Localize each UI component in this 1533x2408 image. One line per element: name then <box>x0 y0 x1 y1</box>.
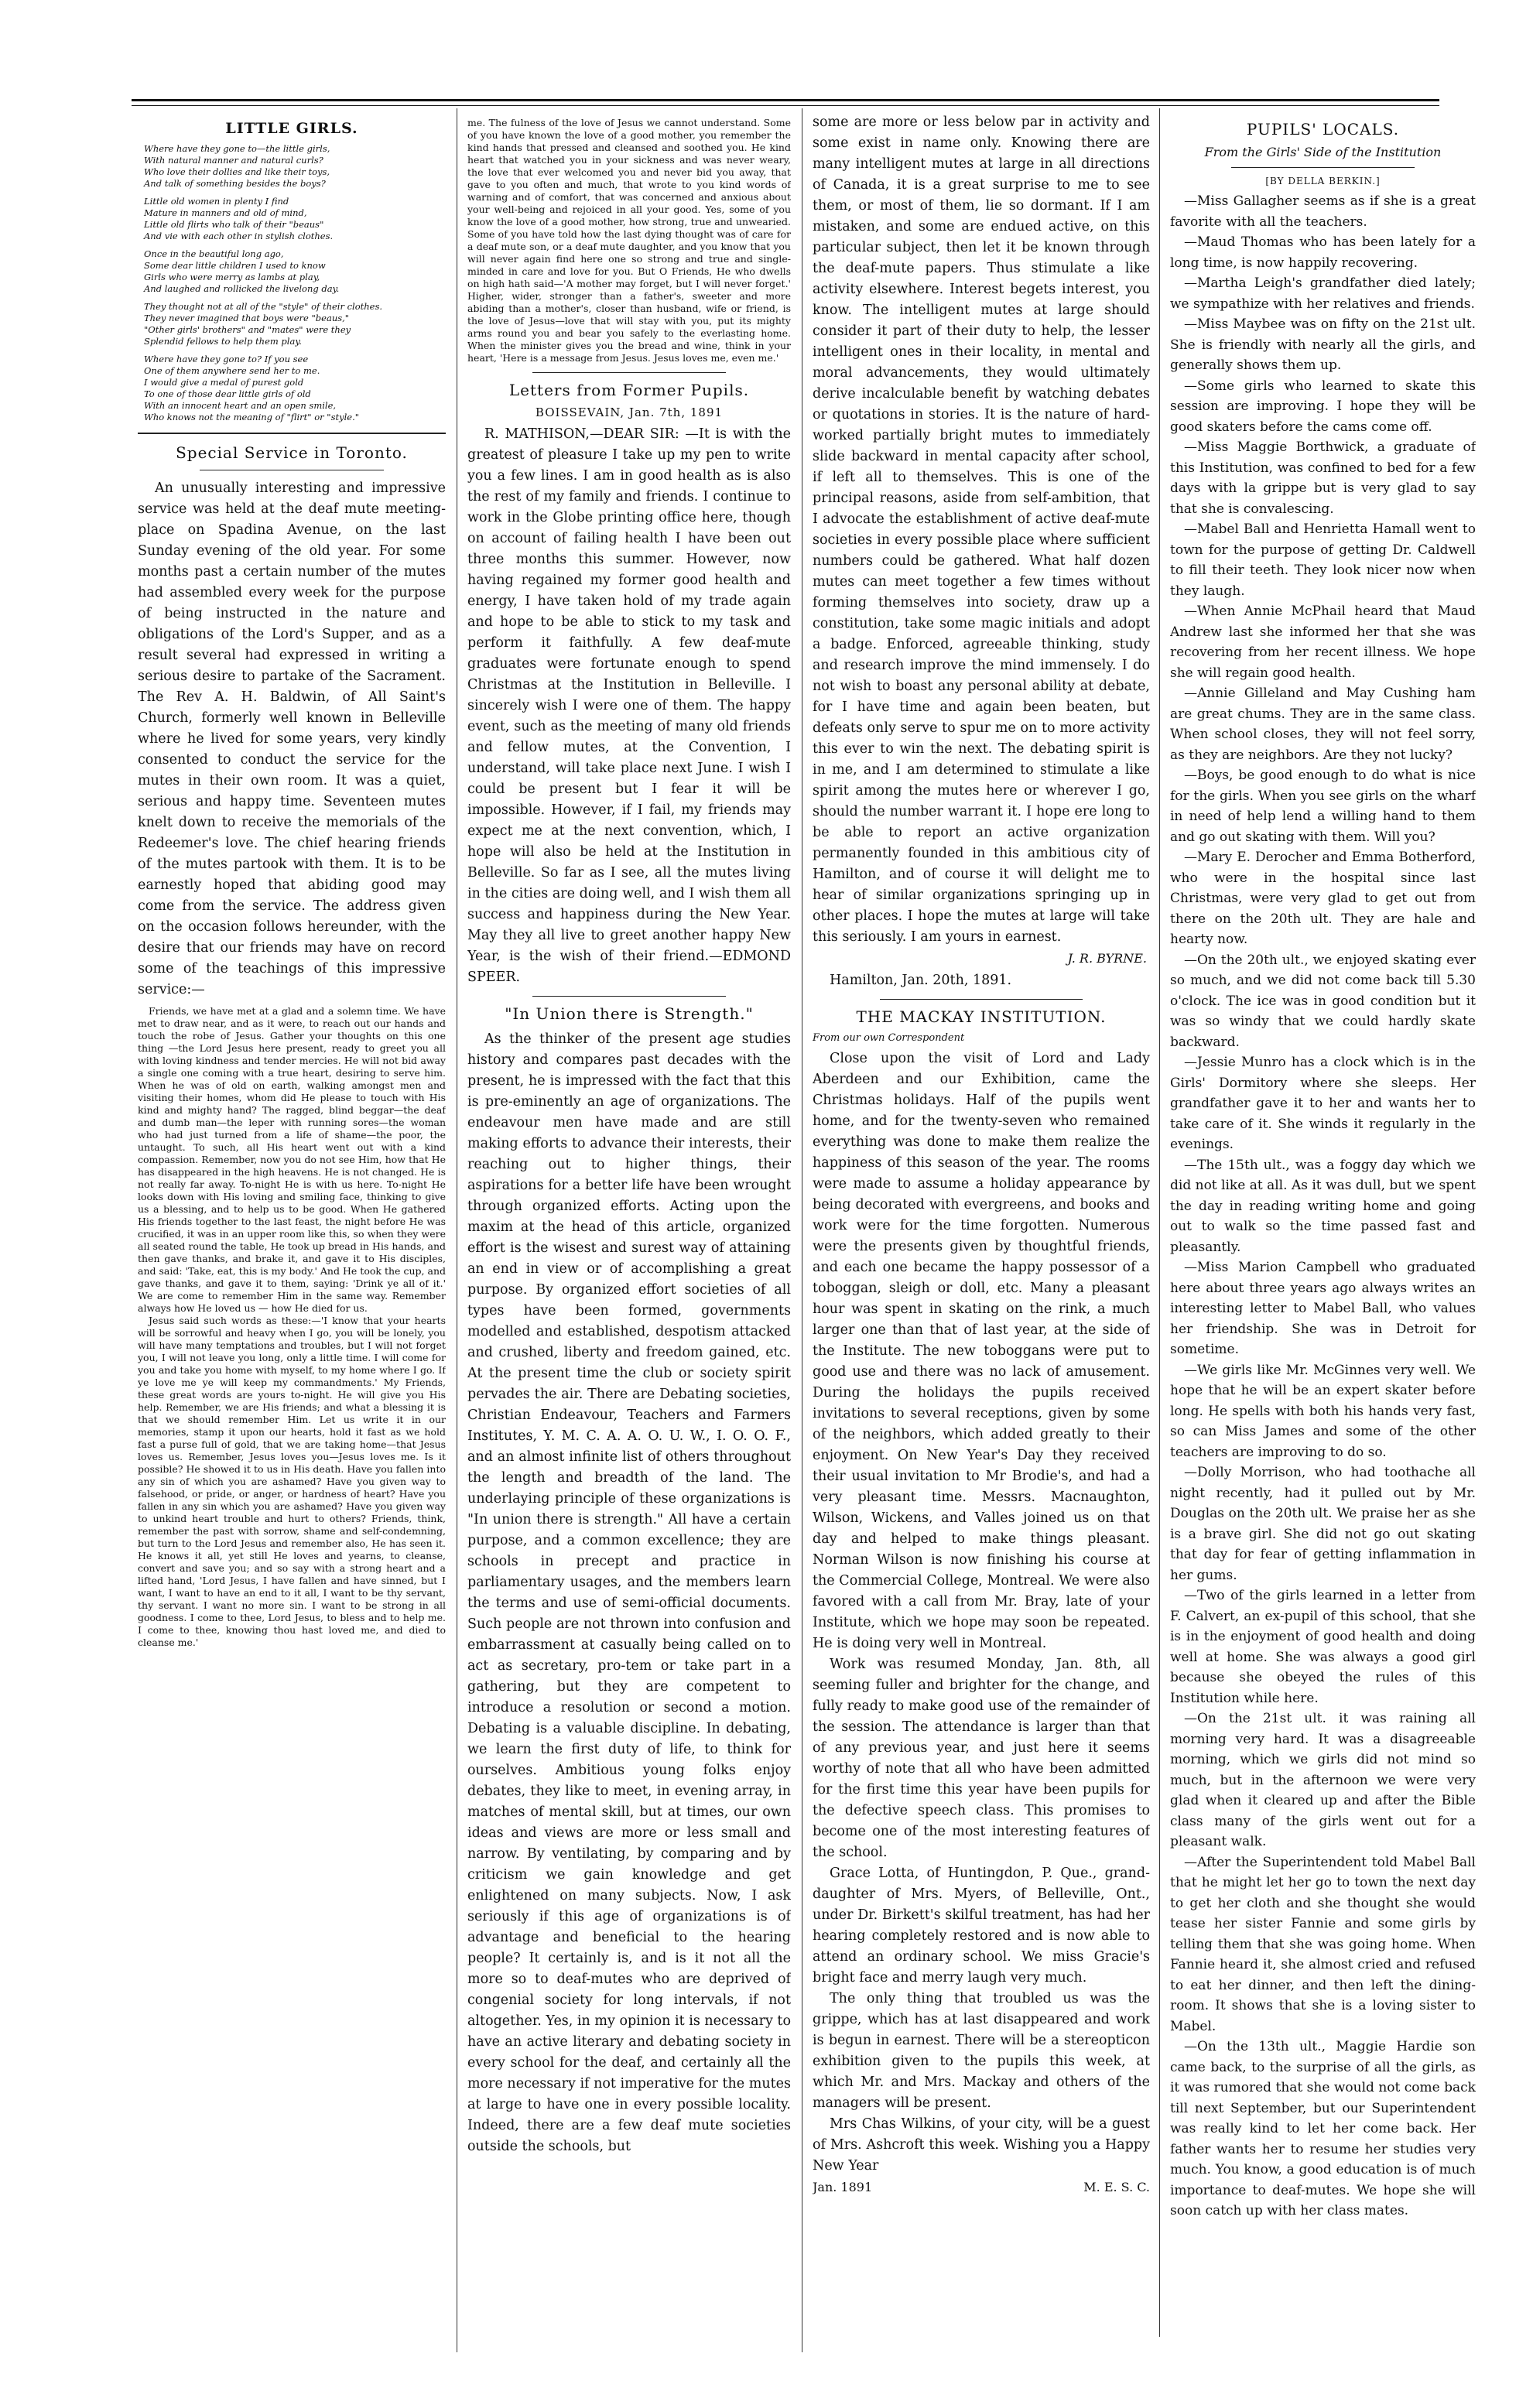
poem-stanza: Where have they gone to? If you see One of them anywhere send her to me. I would give a medal of purest gold To one of those dear little girls of old With an innocent heart and an open smile, Who knows not the meaning of "flirt" or "style." <box>144 354 360 422</box>
local-item: —Martha Leigh's grandfather died lately; we sympathize with her relatives and friends. <box>1170 275 1476 312</box>
title-rule <box>1231 167 1415 168</box>
poem-stanza: They thought not at all of the "style" of their clothes. They never imagined that boys were "beaus," "Other girls' brothers" and "mates" were they Splendid fellows to help them play. <box>144 301 383 347</box>
local-item: —Mabel Ball and Henrietta Hamall went to town for the purpose of getting Dr. Caldwell to fill their teeth. They look nicer now when they laugh. <box>1170 522 1476 599</box>
local-item: —Mary E. Derocher and Emma Botherford, who were in the hospital since last Christmas, were very glad to get out from there on the 20th ult. They are hale and hearty now. <box>1170 850 1476 947</box>
local-item: —Dolly Morrison, who had toothache all night recently, had it pulled out by Mr. Douglas on the 20th ult. We praise her as she is a brave girl. She did not go out skating that day for fear of getting inflammation in her gums. <box>1170 1465 1476 1583</box>
mackay-body <box>813 1048 1150 2177</box>
locals-list <box>1170 191 1476 2222</box>
local-item: —Maud Thomas who has been lately for a long time, is now happily recovering. <box>1170 234 1476 271</box>
column-3 <box>813 112 1150 2348</box>
section-rule <box>138 433 446 434</box>
mackay-title: THE MACKAY INSTITUTION. <box>856 1007 1107 1026</box>
letters-title: Letters from Former Pupils. <box>508 381 750 399</box>
union-paragraph: some are more or less below par in activity and some exist in name only. Knowing there are many intelligent mutes at large in all directions of Canada, it is a great surprise to me to see them, or most of them, lie so dormant. If I am mistaken, and some are endued active, on this particular subject, then let it be known through the deaf-mute papers. Thus stimulate a like activity elsewhere. Interest begets interest, you know. The intelligent mutes at large should consider it part of their duty to help, the lesser intelligent ones in their locality, in mental and moral advancements, they would ultimately derive incalculable benefit by watching debates or quotations in stories. It is the nature of hard-worked partially bright mutes to immediately slide backward in mental capacity after school, if left all to themselves. This is one of the principal reasons, aside from self-ambition, that I advocate the establishment of active deaf-mute societies in every possible place where sufficient numbers could be gathered. What half dozen mutes can meet together a few times without forming themselves into society, draw up a constitution, take some magic initials and adopt a badge. Enforced, agreeable thinking, study and research improve the mind immensely. I do not wish to boast any personal ability at debate, for I have time and again been beaten, but defeats only serve to spur me on to more activity this ever to win the next. The debating spirit is in me, and I am determined to stimulate a like spirit among the mutes here or wherever I go, should the number warrant it. I hope ere long to be able to report an active organization permanently founded in this ambitious city of Hamilton, and of course it will delight me to hear of similar organizations springing up in other places. I hope the mutes at large will take this seriously. I am yours in earnest. <box>813 115 1150 945</box>
letters-dateline: BOISSEVAIN, Jan. 7th, 1891 <box>535 405 724 419</box>
union-body <box>467 1029 791 2157</box>
local-item: —Two of the girls learned in a letter from F. Calvert, an ex-pupil of this school, that she is in the enjoyment of good health and doing well at home. She was always a good girl because she obeyed the rules of this Institution while here. <box>1170 1588 1476 1706</box>
local-item: —When Annie McPhail heard that Maud Andrew last she informed her that she was recovering from her recent illness. We hope she will regain good health. <box>1170 604 1476 681</box>
local-item: —We girls like Mr. McGinnes very well. We hope that he will be an expert skater before long. He spells with both his hands very fast, so can Miss James and some of the other teachers are improving to do so. <box>1170 1362 1476 1460</box>
local-item: —After the Superintendent told Mabel Ball that he might let her go to town the next day to get her cloth and she thought she would tease her sister Fannie and some girls by telling them that she was going home. When Fannie heard it, she almost cried and refused to eat her dinner, and then left the dining-room. It shows that she is a loving sister to Mabel. <box>1170 1854 1476 2034</box>
mackay-subtitle: From our own Correspondent <box>813 1032 965 1044</box>
byrne-date: Hamilton, Jan. 20th, 1891. <box>830 973 1012 988</box>
mackay-signature: M. E. S. C. <box>1083 2180 1150 2194</box>
local-item: —Miss Maybee was on fifty on the 21st ult. She is friendly with nearly all the girls, and generally shows them up. <box>1170 316 1476 373</box>
local-item: —Miss Gallagher seems as if she is a great favorite with all the teachers. <box>1170 193 1476 230</box>
column-4 <box>1170 112 1476 2302</box>
column-1 <box>138 112 446 2379</box>
local-item: —Miss Marion Campbell who graduated here about three years ago always writes an interesting letter to Mabel Ball, who values her friendship. She was in Detroit for sometime. <box>1170 1260 1476 1357</box>
local-item: —On the 21st ult. it was raining all morning very hard. It was a disagreeable morning, which we girls did not mind so much, but in the afternoon we were very glad when it cleared up and after the Bible class many of the girls went out for a pleasant walk. <box>1170 1711 1476 1849</box>
union-paragraph: As the thinker of the present age studies history and compares past decades with the present, he is impressed with the fact that this is pre-eminently an age of organizations. The endeavour men have made and are still making efforts to advance their interests, their reaching out to higher things, their aspirations for a better life have been wrought through organized efforts. Acting upon the maxim at the head of this article, organized effort is the wisest and surest way of attaining an end in view or of accomplishing a great purpose. By organized effort societies of all types have been formed, governments modelled and established, despotism attacked and crushed, liberty and freedom gained, etc. At the present time the club or society spirit pervades the air. There are Debating societies, Christian Endeavour, Teachers and Farmers Institutes, Y. M. C. A. A. O. U. W., I. O. O. F., and an almost infinite list of others throughout the length and breadth of the land. The underlaying principle of these organizations is "In union there is strength." All have a certain purpose, and a common excellence; they are schools in precept and practice in parliamentary usages, and the members learn the terms and use of semi-official documents. Such people are not thrown into confusion and embarrassment at casually being called on to act as secretary, pro-tem or take part in a gathering, but they are competent to introduce a resolution or second a motion. Debating is a valuable discipline. In debating, we learn the first duty of life, to think for ourselves. Ambitious young folks enjoy debates, they like to meet, in evening array, in matches of mental skill, but at times, our own ideas and views are more or less small and narrow. By ventilating, by comparing and by criticism we gain knowledge and get enlightened on many subjects. Now, I ask seriously if this age of organizations is of advantage and beneficial to the hearing people? It certainly is, and is it not all the more so to deaf-mutes who are deprived of congenial society for long intervals, if not altogether. Yes, in my opinion it is necessary to have an active literary and debating society in every school for the deaf, and certainly all the more necessary if not imperative for the mutes at large to have one in every possible locality. Indeed, there are a few deaf mute societies outside the schools, but <box>467 1031 791 2154</box>
column-2 <box>467 112 791 2372</box>
local-item: —Jessie Munro has a clock which is in the Girls' Dormitory where she sleeps. Her grandfather gave it to her and wants her to take care of it. She winds it regularly in the evenings. <box>1170 1055 1476 1152</box>
mackay-paragraph: Work was resumed Monday, Jan. 8th, all seeming fuller and brighter for the change, and fully ready to make good use of the remainder of the session. The attendance is larger than that of any previous year, and just here it seems worthy of note that all who have been admitted for the first time this year have been pupils for the defective speech class. This promises to become one of the most interesting features of the school. <box>813 1657 1150 1860</box>
union-continued <box>813 112 1150 948</box>
mackay-paragraph: Grace Lotta, of Huntingdon, P. Que., grand-daughter of Mrs. Myers, of Belleville, Ont., under Dr. Birkett's skilful treatment, has had her hearing completely restored and is now able to attend an ordinary school. We miss Gracie's bright face and merry laugh very much. <box>813 1866 1150 1986</box>
union-title: "In Union there is Strength." <box>505 1004 754 1023</box>
poem-stanza: Once in the beautiful long ago, Some dear little children I used to know Girls who were merry as lambs at play, And laughed and rollicked the livelong day. <box>144 248 340 294</box>
masthead-rule <box>132 99 1439 101</box>
column-divider <box>1159 108 1160 2337</box>
mackay-footer <box>813 2180 1150 2194</box>
section-rule <box>880 999 1083 1000</box>
letter-paragraph: R. MATHISON,—DEAR SIR: —It is with the greatest of pleasure I take up my pen to write you a few lines. I am in good health as is also the rest of my family and friends. I continue to work in the Globe printing office here, though on account of failing health I have been out three months this summer. However, now having regained my former good health and energy, I have taken hold of my trade again and hope to be able to stick to my task and perform it faithfully. A few deaf-mute graduates were fortunate enough to spend Christmas at the Institution in Belleville. I sincerely wish I were one of them. The happy event, such as the meeting of many old friends and fellow mutes, at the Convention, I understand, will take place next June. I wish I could be present but I fear it will be impossible. However, if I fail, my friends may expect me at the next convention, which, I hope will also be held at the Institution in Belleville. So far as I see, all the mutes living in the cities are doing well, and I wish them all success and happiness during the New Year. May they all live to greet another happy New Year, is the wish of their friend.—EDMOND SPEER. <box>467 426 791 985</box>
local-item: —Miss Maggie Borthwick, a graduate of this Institution, was confined to bed for a few days with la grippe but is very glad to say that she is convalescing. <box>1170 440 1476 517</box>
mackay-date: Jan. 1891 <box>813 2180 873 2194</box>
local-item: —Some girls who learned to skate this session are improving. I hope they will be good skaters before the cams come off. <box>1170 378 1476 435</box>
poem-stanza: Little old women in plenty I find Mature in manners and old of mind, Little old flirts who talk of their "beaus" And vie with each other in stylish clothes. <box>144 196 334 241</box>
mackay-paragraph: Mrs Chas Wilkins, of your city, will be a guest of Mrs. Ashcroft this week. Wishing you a Happy New Year <box>813 2116 1150 2174</box>
locals-byline: [BY DELLA BERKIN.] <box>1265 176 1381 186</box>
byrne-date-wrap <box>813 970 1150 991</box>
sermon-text <box>138 1005 446 1649</box>
section-rule <box>532 996 727 997</box>
section-rule <box>532 372 727 373</box>
sermon-paragraph: me. The fulness of the love of Jesus we cannot understand. Some of you have known the love of a good mother, you remember the kind hands that pressed and cleansed and soothed you. He kind heart that watched you in your sickness and was never weary, the love that ever welcomed you and never bid you away, that gave to you often and much, that wrote to you kind words of warning and of comfort, that was concerned and anxious about your well-being and rejoiced in all your good. Yes, some of you know the love of a good mother, how strong, true and unwearied. Some of you have told how the last dying thought was of care for a deaf mute son, or a deaf mute daughter, and you know that you will never again find here one so strong and true and single-minded in care and love for you. But O Friends, He who dwells on high hath said—'A mother may forget, but I will never forget.' Higher, wider, stronger than a father's, sweeter and more abiding than a mother's, closer than husband, wife or friend, is the love of Jesus—love that will stay with you, put its mighty arms round you and bear you safely to the everlasting home. When the minister gives you the bread and wine, think in your heart, 'Here is a message from Jesus. Jesus loves me, even me.' <box>467 117 791 364</box>
locals-subtitle: From the Girls' Side of the Institution <box>1204 145 1442 159</box>
article-title: Special Service in Toronto. <box>176 443 408 462</box>
local-item: —Boys, be good enough to do what is nice for the girls. When you see girls on the wharf in need of help lend a willing hand to them and go out skating with them. Will you? <box>1170 768 1476 845</box>
local-item: —On the 20th ult., we enjoyed skating ever so much, and we did not come back till 5.30 o'clock. The ice was in good condition but it was so windy that we could hardly skate backward. <box>1170 952 1476 1050</box>
poem-stanza: Where have they gone to—the little girls, With natural manner and natural curls? Who love their dollies and like their toys, And talk of something besides the boys? <box>144 143 330 189</box>
sermon-continued <box>467 117 791 364</box>
article-paragraph: An unusually interesting and impressive service was held at the deaf mute meeting-place on Spadina Avenue, on the last Sunday evening of the old year. For some months past a certain number of the mutes had assembled every week for the purpose of being instructed in the nature and obligations of the Lord's Supper, and as a result several had expressed in writing a serious desire to partake of the Sacrament. The Rev A. H. Baldwin, of All Saint's Church, formerly well known in Belleville where he lived for some years, very kindly consented to conduct the service for the mutes in their own room. It was a quiet, serious and happy time. Seventeen mutes knelt down to receive the memorials of the Redeemer's love. The chief hearing friends of the mutes partook with them. It is to be earnestly hoped that abiding good may come from the service. The address given on the occasion follows hereunder, with the desire that our friends may have on record some of the teachings of this impressive service:— <box>138 481 446 997</box>
local-item: —The 15th ult., was a foggy day which we did not like at all. As it was dull, but we spent the day in reading writing home and going out to walk so the time passed fast and pleasantly. <box>1170 1157 1476 1255</box>
local-item: —Annie Gilleland and May Cushing ham are great chums. They are in the same class. When school closes, they will not feel sorry, as they are neighbors. Are they not lucky? <box>1170 686 1476 763</box>
local-item: —On the 13th ult., Maggie Hardie son came back, to the surprise of all the girls, as it was rumored that she would not come back till next September, but our Superintendent was really kind to let her come back. Her father wants her to resume her studies very much. You know, a good education is of much importance to deaf-mutes. We hope she will soon catch up with her class mates. <box>1170 2039 1476 2218</box>
letters-body <box>467 424 791 988</box>
masthead-rule-thin <box>132 105 1439 106</box>
sermon-paragraph: Jesus said such words as these:—'I know that your hearts will be sorrowful and heavy when I go, you will be lonely, you will have many temptations and troubles, but I will not forget you, I will not leave you long, only a little time. I will come for you and take you home with myself, to my home where I go. If ye love me ye will keep my commandments.' My Friends, these great words are yours to-night. He will give you His help. Remember, we are His friends; and what a blessing it is that we should remember Him. Let us write it in our memories, stamp it upon our hearts, hold it fast as we hold fast a purse full of gold, that we are taking home—that Jesus loves us. Remember, Jesus loves you—Jesus loves me. Is it possible? He showed it to us in His death. Have you fallen into any sin of which you are ashamed? Have you given way to falsehood, or pride, or anger, or hardness of heart? Have you fallen in any sin which you are ashamed? Have you given way to unkind heart trouble and hurt to others? Friends, think, remember the past with sorrow, shame and self-condemning, but turn to the Lord Jesus and remember also, He has seen it. He knows it all, yet still He loves and yearns, to cleanse, convert and save you; and so say with a strong heart and a lifted hand, 'Lord Jesus, I have fallen and have sinned, but I want, I want to have an end to it all, I want to be thy servant, thy servant. I want no more sin. I want to be strong in all goodness. I come to thee, Lord Jesus, to bless and to help me. I come to thee, knowing thou hast loved me, and died to cleanse me.' <box>138 1315 446 1648</box>
locals-title: PUPILS' LOCALS. <box>1246 120 1400 139</box>
article-body <box>138 478 446 1000</box>
mackay-paragraph: The only thing that troubled us was the grippe, which has at last disappeared and work is begun in earnest. There will be a stereopticon exhibition given to the pupils this week, at which Mr. and Mrs. Mackay and others of the managers will be present. <box>813 1991 1150 2111</box>
poem-title: LITTLE GIRLS. <box>225 120 358 137</box>
mackay-paragraph: Close upon the visit of Lord and Lady Aberdeen and our Exhibition, came the Christmas holidays. Half of the pupils went home, and for the twenty-seven who remained everything was done to make them realize the happiness of this season of the year. The rooms were made to assume a holiday appearance by being decorated with evergreens, and books and work were for the time forgotten. Numerous were the presents given by thoughtful friends, and each one became the happy possessor of a toboggan, sleigh or doll, etc. Many a pleasant hour was spent in skating on the rink, a much larger one than that of last year, at the side of the Institute. The new toboggans were put to good use and there was no lack of amusement. During the holidays the pupils received invitations to several receptions, given by some of the neighbors, which added greatly to their enjoyment. On New Year's Day they received their usual invitation to Mr Brodie's, and had a very pleasant time. Messrs. Macnaughton, Wilson, Wickens, and Valles joined us on that day and helped to make things pleasant. Norman Wilson is now finishing his course at the Commercial College, Montreal. We were also favored with a call from Mr. Bray, late of your Institute, which we hope may soon be repeated. He is doing very well in Montreal. <box>813 1051 1150 1651</box>
byrne-signature: J. R. BYRNE. <box>1067 951 1147 966</box>
poem <box>144 143 446 423</box>
sermon-paragraph: Friends, we have met at a glad and a solemn time. We have met to draw near, and as it were, to reach out our hands and touch the robe of Jesus. Gather your thoughts on this one thing —the Lord Jesus here present, ready to greet you all with loving kindness and tender mercies. He will not bid away a single one coming with a true heart, desiring to serve him. When he was of old on earth, walking amongst men and visiting their homes, whom did He please to touch with His kind and mighty hand? The ragged, blind beggar—the deaf and dumb man—the leper with running sores—the woman who had just turned from a life of shame—the poor, the untaught. To such, all His heart went out with a kind compassion. Remember, now you do not see Him, how that He has disappeared in the high heavens. He is not changed. He is not really far away. To-night He is with us here. To-night He looks down with His loving and smiling face, thinking to give us a blessing, and to help us to be good. When He gathered His friends together to the last feast, the night before He was crucified, it was in an upper room like this, so when they were all seated round the table, He took up bread in His hands, and then gave thanks, and brake it, and gave it to His disciples, and said: 'Take, eat, this is my body.' And He took the cup, and gave thanks, and gave it to them, saying: 'Drink ye all of it.' We are come to remember Him in the same way. Remember always how He loved us — how He died for us. <box>138 1005 446 1314</box>
